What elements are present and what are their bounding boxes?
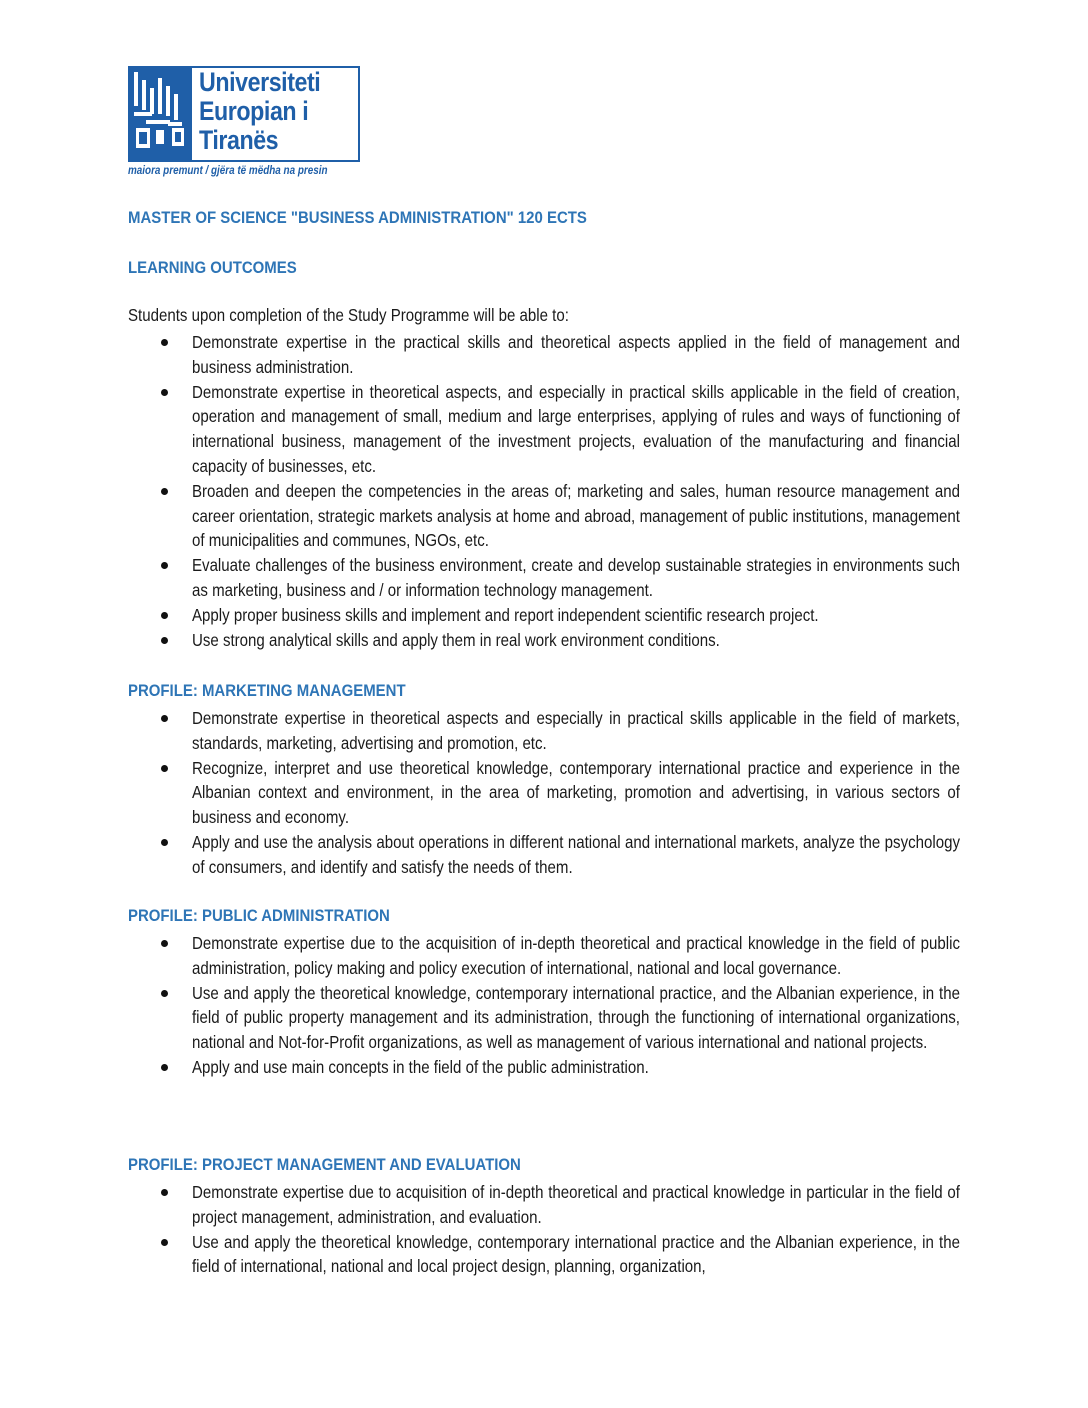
university-name-line-2: Europian i bbox=[199, 96, 309, 126]
bullet-icon bbox=[161, 1239, 168, 1246]
university-name-line-1: Universiteti bbox=[199, 67, 321, 97]
bullet-icon bbox=[161, 389, 168, 396]
bullet-icon bbox=[161, 1189, 168, 1196]
bullet-icon bbox=[161, 839, 168, 846]
list-item: Demonstrate expertise in theoretical aspects and especially in practical skills applicable in the field of markets, standards, marketing, advertising and promotion, etc. bbox=[0, 706, 960, 756]
bullet-icon bbox=[161, 488, 168, 495]
profile-heading-public-administration: PROFILE: PUBLIC ADMINISTRATION bbox=[128, 906, 390, 925]
learning-outcomes-heading: LEARNING OUTCOMES bbox=[128, 258, 297, 277]
profile-marketing-list bbox=[0, 706, 1088, 880]
intro-text: Students upon completion of the Study Programme will be able to: bbox=[128, 305, 569, 325]
list-item: Evaluate challenges of the business environment, create and develop sustainable strategies in environments such as marketing, business and / or information technology management. bbox=[0, 553, 960, 603]
list-item: Demonstrate expertise in theoretical aspects, and especially in practical skills applicable in the field of creation, operation and management of small, medium and large enterprises, applying of rules and ways of functioning of international business, management of the investment projects, evaluation of the manufacturing and financial capacity of businesses, etc. bbox=[0, 380, 960, 479]
university-motto: maiora premunt / gjëra të mëdha na presin bbox=[128, 165, 328, 177]
document-title: MASTER OF SCIENCE "BUSINESS ADMINISTRATION" 120 ECTS bbox=[128, 208, 587, 227]
profile-public-administration-list bbox=[0, 931, 1088, 1080]
bullet-icon bbox=[161, 612, 168, 619]
list-item: Use strong analytical skills and apply them in real work environment conditions. bbox=[0, 628, 960, 653]
profile-heading-project-management: PROFILE: PROJECT MANAGEMENT AND EVALUATION bbox=[128, 1155, 521, 1174]
university-logo bbox=[128, 66, 362, 178]
list-item: Apply and use the analysis about operations in different national and international markets, analyze the psychology of consumers, and identify and satisfy the needs of them. bbox=[0, 830, 960, 880]
bullet-icon bbox=[161, 1064, 168, 1071]
list-item: Use and apply the theoretical knowledge, contemporary international practice, and the Albanian experience, in the field of public property management and its administration, through the functioning of international organizations, national and Not-for-Profit organizations, as well as management of various international and national projects. bbox=[0, 981, 960, 1055]
general-outcomes-list bbox=[0, 330, 1088, 652]
list-item: Apply proper business skills and implement and report independent scientific research project. bbox=[0, 603, 960, 628]
list-item: Broaden and deepen the competencies in the areas of; marketing and sales, human resource management and career orientation, strategic markets analysis at home and abroad, management of public institutions, management of municipalities and communes, NGOs, etc. bbox=[0, 479, 960, 553]
profile-heading-marketing: PROFILE: MARKETING MANAGEMENT bbox=[128, 681, 406, 700]
university-name bbox=[199, 68, 337, 155]
bullet-icon bbox=[161, 637, 168, 644]
bullet-icon bbox=[161, 339, 168, 346]
list-item: Demonstrate expertise in the practical skills and theoretical aspects applied in the field of management and business administration. bbox=[0, 330, 960, 380]
bullet-icon bbox=[161, 562, 168, 569]
uet-emblem-icon bbox=[128, 66, 192, 162]
bullet-icon bbox=[161, 765, 168, 772]
list-item: Apply and use main concepts in the field of the public administration. bbox=[0, 1055, 960, 1080]
bullet-icon bbox=[161, 940, 168, 947]
list-item: Recognize, interpret and use theoretical knowledge, contemporary international practice and experience in the Albanian context and environment, in the area of marketing, promotion and advertising, in various sectors of business and economy. bbox=[0, 756, 960, 830]
bullet-icon bbox=[161, 990, 168, 997]
list-item: Demonstrate expertise due to the acquisition of in-depth theoretical and practical knowledge in the field of public administration, policy making and policy execution of international, national and local governance. bbox=[0, 931, 960, 981]
university-name-line-3: Tiranës bbox=[199, 125, 279, 155]
list-item: Demonstrate expertise due to acquisition of in-depth theoretical and practical knowledge in particular in the field of project management, administration, and evaluation. bbox=[0, 1180, 960, 1230]
profile-project-management-list bbox=[0, 1180, 1088, 1279]
bullet-icon bbox=[161, 715, 168, 722]
list-item: Use and apply the theoretical knowledge, contemporary international practice and the Albanian experience, in the field of international, national and local project design, planning, organization, bbox=[0, 1230, 960, 1280]
